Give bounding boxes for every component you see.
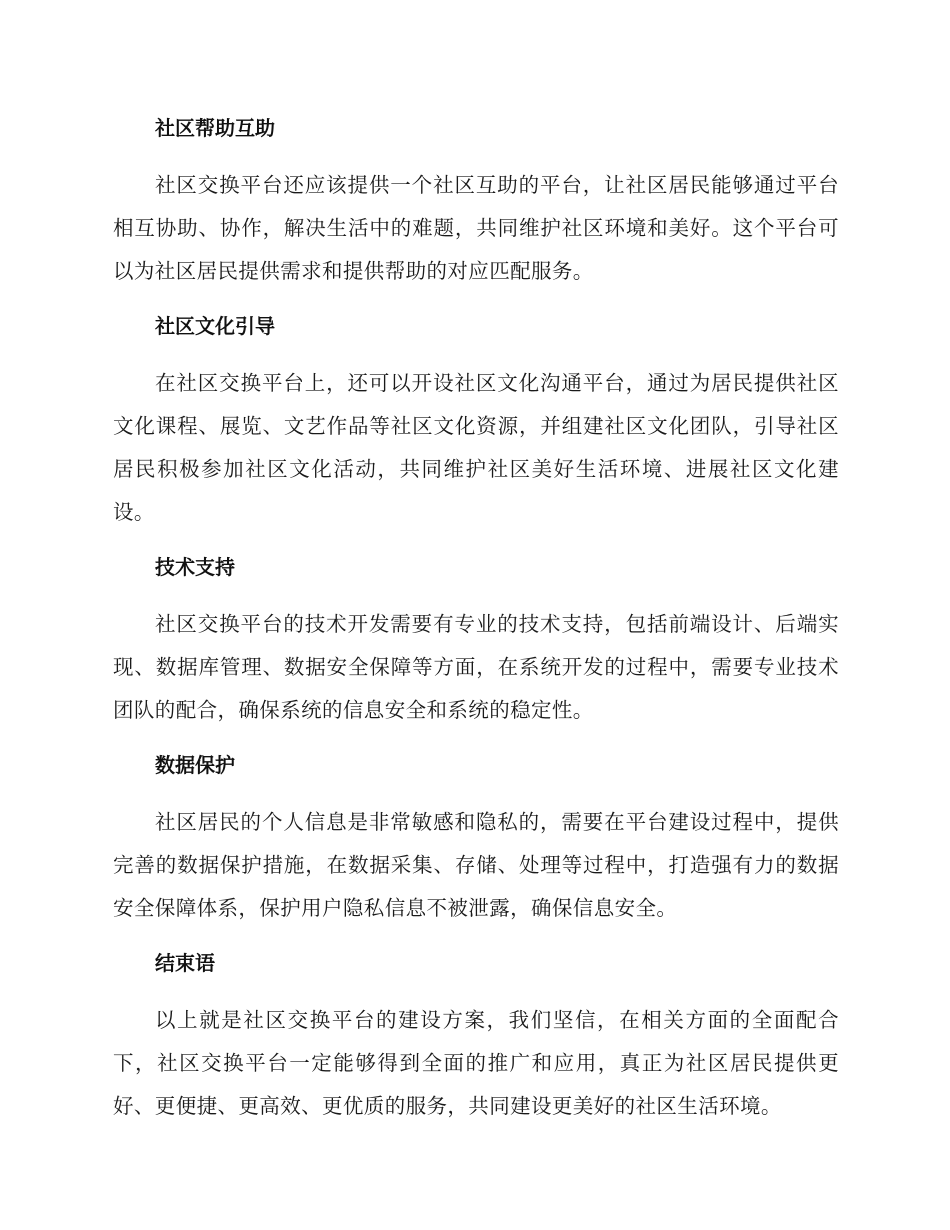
section-community-mutual-aid — [113, 108, 839, 293]
section-paragraph: 以上就是社区交换平台的建设方案，我们坚信，在相关方面的全面配合下，社区交换平台一定能够得到全面的推广和应用，真正为社区居民提供更好、更便捷、更高效、更优质的服务，共同建设更美好的社区生活环境。 — [113, 1008, 839, 1118]
section-heading: 社区帮助互助 — [155, 116, 275, 140]
document-body — [113, 108, 839, 1141]
section-paragraph: 社区居民的个人信息是非常敏感和隐私的，需要在平台建设过程中，提供完善的数据保护措施，在数据采集、存储、处理等过程中，打造强有力的数据安全保障体系，保护用户隐私信息不被泄露，确保信息安全。 — [113, 810, 839, 920]
section-paragraph: 社区交换平台还应该提供一个社区互助的平台，让社区居民能够通过平台相互协助、协作，解决生活中的难题，共同维护社区环境和美好。这个平台可以为社区居民提供需求和提供帮助的对应匹配服务。 — [113, 173, 839, 283]
section-heading: 数据保护 — [155, 753, 235, 777]
section-data-protection — [113, 745, 839, 930]
section-paragraph: 社区交换平台的技术开发需要有专业的技术支持，包括前端设计、后端实现、数据库管理、数据安全保障等方面，在系统开发的过程中，需要专业技术团队的配合，确保系统的信息安全和系统的稳定性。 — [113, 612, 839, 722]
section-technical-support — [113, 547, 839, 732]
section-paragraph: 在社区交换平台上，还可以开设社区文化沟通平台，通过为居民提供社区文化课程、展览、文艺作品等社区文化资源，并组建社区文化团队，引导社区居民积极参加社区文化活动，共同维护社区美好生活环境、进展社区文化建设。 — [113, 371, 839, 524]
section-community-culture — [113, 306, 839, 534]
section-heading: 结束语 — [155, 951, 215, 975]
section-conclusion — [113, 943, 839, 1128]
section-heading: 社区文化引导 — [155, 314, 275, 338]
section-heading: 技术支持 — [155, 555, 235, 579]
